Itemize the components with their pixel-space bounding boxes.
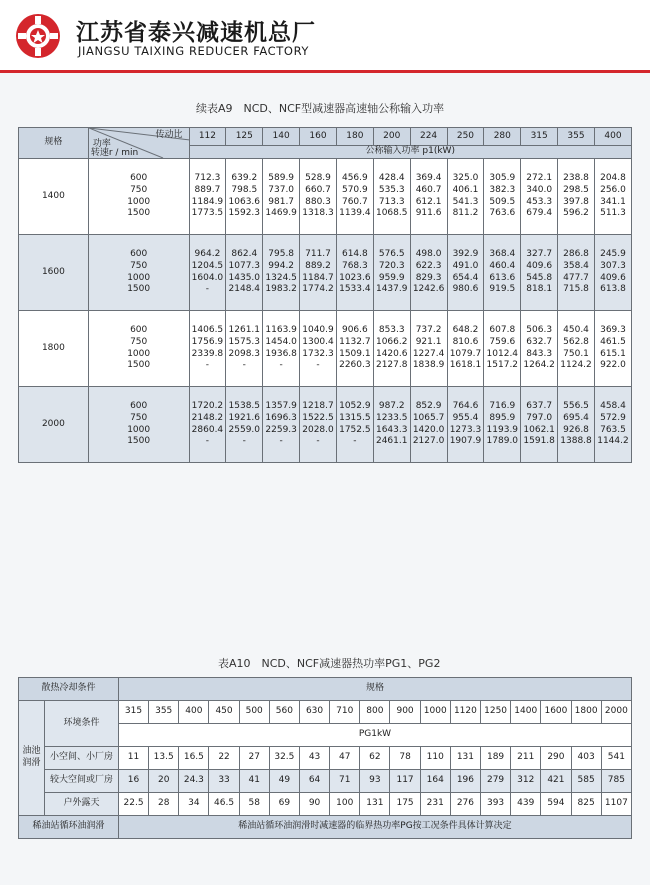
thermal-power-cell: 1107 [601,793,631,816]
power-value-cell: 716.9 895.9 1193.9 1789.0 [484,387,521,463]
size-cell: 355 [149,701,179,724]
size-cell: 450 [209,701,239,724]
power-value-cell: 607.8 759.6 1012.4 1517.2 [484,311,521,387]
table-a9 [18,127,632,463]
power-value-cell: 1261.1 1575.3 2098.3 - [226,311,263,387]
size-cell: 1600 [541,701,571,724]
power-value-cell: 327.7 409.6 545.8 818.1 [521,235,558,311]
row-label: 较大空间或厂房 [44,770,118,793]
power-value-cell: 458.4 572.9 763.5 1144.2 [594,387,631,463]
thermal-power-cell: 131 [360,793,390,816]
size-cell: 2000 [601,701,631,724]
power-value-cell: 711.7 889.2 1184.7 1774.2 [300,235,337,311]
table-a10-title: 表A10 NCD、NCF减速器热功率PG1、PG2 [218,657,441,670]
power-value-cell: 245.9 307.3 409.6 613.8 [594,235,631,311]
thermal-power-cell: 34 [179,793,209,816]
thermal-power-cell: 290 [541,747,571,770]
size-cell: 1800 [571,701,601,724]
ratio-cell: 315 [521,128,558,146]
power-header: 功率 [92,139,111,149]
spec-cell: 1800 [19,311,89,387]
thermal-power-cell: 16 [118,770,148,793]
size-cell: 560 [269,701,299,724]
thermal-power-cell: 276 [450,793,480,816]
power-value-cell: 305.9 382.3 509.5 763.6 [484,159,521,235]
power-value-cell: 853.3 1066.2 1420.6 2127.8 [373,311,410,387]
power-value-cell: 506.3 632.7 843.3 1264.2 [521,311,558,387]
thermal-power-cell: 131 [450,747,480,770]
power-value-cell: 862.4 1077.3 1435.0 2148.4 [226,235,263,311]
thermal-power-cell: 117 [390,770,420,793]
thermal-power-cell: 90 [299,793,329,816]
size-cell: 400 [179,701,209,724]
size-cell: 630 [299,701,329,724]
power-value-cell: 1406.5 1756.9 2339.8 - [189,311,226,387]
power-value-cell: 456.9 570.9 760.7 1139.4 [336,159,373,235]
company-name-cn: 江苏省泰兴减速机总厂 [76,20,316,46]
power-value-cell: 639.2 798.5 1063.6 1592.3 [226,159,263,235]
power-value-cell: 795.8 994.2 1324.5 1983.2 [263,235,300,311]
ratio-cell: 280 [484,128,521,146]
power-value-cell: 1538.5 1921.6 2559.0 - [226,387,263,463]
ratio-header: 传动比 [155,130,183,140]
size-cell: 1400 [511,701,541,724]
thermal-power-cell: 43 [299,747,329,770]
spec-cell: 1600 [19,235,89,311]
thermal-power-cell: 164 [420,770,450,793]
thermal-power-cell: 78 [390,747,420,770]
power-value-cell: 987.2 1233.5 1643.3 2461.1 [373,387,410,463]
power-value-cell: 589.9 737.0 981.7 1469.9 [263,159,300,235]
ratio-cell: 140 [263,128,300,146]
ratio-cell: 224 [410,128,447,146]
thermal-power-cell: 33 [209,770,239,793]
thermal-power-cell: 24.3 [179,770,209,793]
header-divider [0,70,650,73]
thermal-power-cell: 279 [481,770,511,793]
thermal-power-cell: 785 [601,770,631,793]
oil-bath-label: 油池 润滑 [19,701,45,816]
spec-group-row [19,387,632,463]
power-value-cell: 637.7 797.0 1062.1 1591.8 [521,387,558,463]
spec-group-row [19,311,632,387]
row-label: 户外露天 [44,793,118,816]
thermal-power-cell: 49 [269,770,299,793]
unit-header: PG1kW [118,724,631,747]
row-label: 小空间、小厂房 [44,747,118,770]
speed-cell: 600 750 1000 1500 [88,159,189,235]
speed-cell: 600 750 1000 1500 [88,387,189,463]
spec-group-row [19,235,632,311]
thermal-power-cell: 100 [330,793,360,816]
thermal-power-cell: 541 [601,747,631,770]
spec-header: 规格 [118,678,631,701]
power-value-cell: 852.9 1065.7 1420.0 2127.0 [410,387,447,463]
page-header [0,0,650,72]
thermal-power-cell: 46.5 [209,793,239,816]
table-a10 [18,677,632,839]
thermal-power-cell: 41 [239,770,269,793]
thermal-power-cell: 393 [481,793,511,816]
company-logo-icon [14,12,62,60]
cooling-header: 散热冷却条件 [19,678,119,701]
power-value-cell: 204.8 256.0 341.1 511.3 [594,159,631,235]
power-value-cell: 1052.9 1315.5 1752.5 - [336,387,373,463]
power-value-cell: 556.5 695.4 926.8 1388.8 [558,387,595,463]
env-header: 环境条件 [44,701,118,747]
power-value-cell: 1163.9 1454.0 1936.8 - [263,311,300,387]
spec-cell: 2000 [19,387,89,463]
thermal-power-cell: 47 [330,747,360,770]
thermal-power-cell: 312 [511,770,541,793]
ratio-cell: 125 [226,128,263,146]
thermal-power-cell: 58 [239,793,269,816]
thermal-power-cell: 22.5 [118,793,148,816]
thermal-power-cell: 403 [571,747,601,770]
thermal-power-cell: 13.5 [149,747,179,770]
table-a9-title: 续表A9 NCD、NCF型减速器高速轴公称输入功率 [196,102,445,115]
size-cell: 710 [330,701,360,724]
size-cell: 1000 [420,701,450,724]
size-cell: 1250 [481,701,511,724]
spec-group-row [19,159,632,235]
power-value-cell: 576.5 720.3 959.9 1437.9 [373,235,410,311]
spec-header: 规格 [19,128,89,159]
thermal-power-cell: 62 [360,747,390,770]
ratio-cell: 112 [189,128,226,146]
power-value-cell: 369.3 461.5 615.1 922.0 [594,311,631,387]
thermal-power-cell: 20 [149,770,179,793]
power-value-cell: 325.0 406.1 541.3 811.2 [447,159,484,235]
thermal-power-cell: 71 [330,770,360,793]
thermal-power-cell: 189 [481,747,511,770]
circulation-label: 稀油站循环油润滑 [19,816,119,839]
power-value-cell: 498.0 622.3 829.3 1242.6 [410,235,447,311]
thermal-power-cell: 32.5 [269,747,299,770]
power-value-cell: 1357.9 1696.3 2259.3 - [263,387,300,463]
power-value-cell: 369.4 460.7 612.1 911.6 [410,159,447,235]
thermal-power-cell: 16.5 [179,747,209,770]
thermal-power-cell: 11 [118,747,148,770]
power-value-cell: 392.9 491.0 654.4 980.6 [447,235,484,311]
thermal-power-cell: 594 [541,793,571,816]
power-value-cell: 614.8 768.3 1023.6 1533.4 [336,235,373,311]
thermal-power-cell: 110 [420,747,450,770]
power-value-cell: 428.4 535.3 713.3 1068.5 [373,159,410,235]
power-value-cell: 764.6 955.4 1273.3 1907.9 [447,387,484,463]
power-value-cell: 712.3 889.7 1184.9 1773.5 [189,159,226,235]
power-value-cell: 528.9 660.7 880.3 1318.3 [300,159,337,235]
power-value-cell: 1040.9 1300.4 1732.3 - [300,311,337,387]
speed-cell: 600 750 1000 1500 [88,235,189,311]
power-value-cell: 286.8 358.4 477.7 715.8 [558,235,595,311]
size-cell: 1120 [450,701,480,724]
power-value-cell: 1720.2 2148.2 2860.4 - [189,387,226,463]
spec-cell: 1400 [19,159,89,235]
power-value-cell: 737.2 921.1 1227.4 1838.9 [410,311,447,387]
company-name-en: JIANGSU TAIXING REDUCER FACTORY [78,44,310,58]
size-cell: 900 [390,701,420,724]
ratio-cell: 200 [373,128,410,146]
ratio-cell: 160 [300,128,337,146]
ratio-cell: 355 [558,128,595,146]
ratio-cell: 400 [594,128,631,146]
speed-cell: 600 750 1000 1500 [88,311,189,387]
thermal-power-cell: 825 [571,793,601,816]
power-value-cell: 964.2 1204.5 1604.0 - [189,235,226,311]
thermal-power-cell: 421 [541,770,571,793]
thermal-power-cell: 211 [511,747,541,770]
thermal-power-cell: 93 [360,770,390,793]
thermal-power-cell: 196 [450,770,480,793]
power-value-cell: 368.4 460.4 613.6 919.5 [484,235,521,311]
ratio-cell: 180 [336,128,373,146]
power-value-cell: 238.8 298.5 397.8 596.2 [558,159,595,235]
thermal-power-cell: 585 [571,770,601,793]
thermal-power-cell: 439 [511,793,541,816]
diagonal-header [88,128,189,159]
thermal-power-cell: 231 [420,793,450,816]
thermal-power-cell: 64 [299,770,329,793]
thermal-power-cell: 22 [209,747,239,770]
size-cell: 800 [360,701,390,724]
unit-header: 公称输入功率 p1(kW) [189,146,632,159]
size-cell: 500 [239,701,269,724]
power-value-cell: 906.6 1132.7 1509.1 2260.3 [336,311,373,387]
thermal-power-cell: 175 [390,793,420,816]
power-value-cell: 1218.7 1522.5 2028.0 - [300,387,337,463]
power-value-cell: 450.4 562.8 750.1 1124.2 [558,311,595,387]
thermal-power-cell: 27 [239,747,269,770]
ratio-cell: 250 [447,128,484,146]
thermal-power-cell: 28 [149,793,179,816]
speed-header: 转速r / min [90,148,139,158]
power-value-cell: 272.1 340.0 453.3 679.4 [521,159,558,235]
circulation-note: 稀油站循环油润滑时减速器的临界热功率PG按工况条件具体计算决定 [118,816,631,839]
power-value-cell: 648.2 810.6 1079.7 1618.1 [447,311,484,387]
size-cell: 315 [118,701,148,724]
thermal-power-cell: 69 [269,793,299,816]
